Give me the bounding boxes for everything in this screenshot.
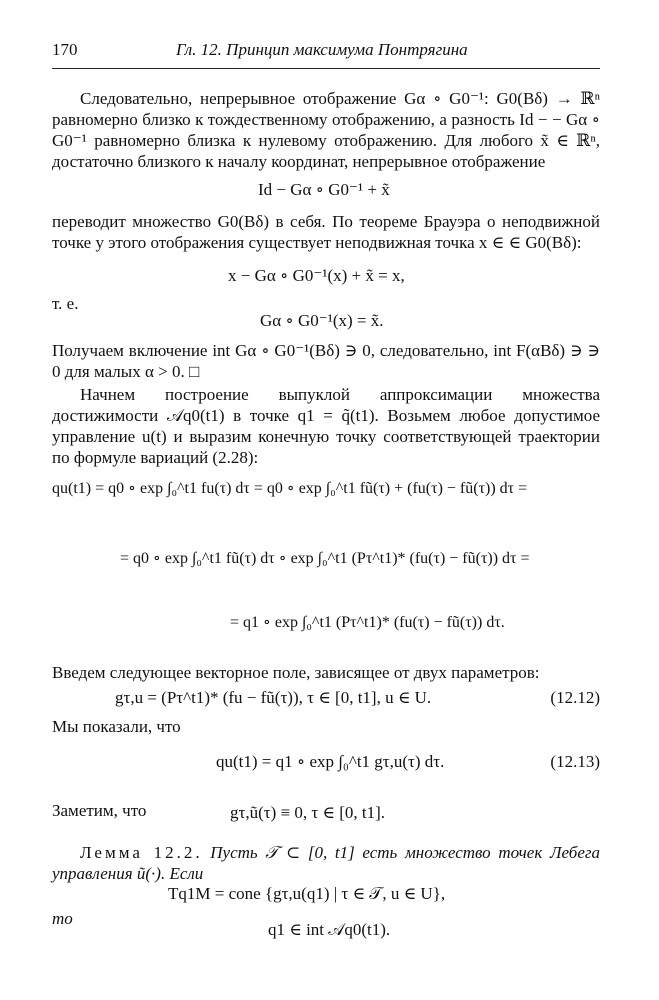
lemma-then: то (52, 909, 73, 928)
paragraph-2: переводит множество G0(Bδ) в себя. По теореме Брауэра о неподвижной точке у этого отображения существует неподвижная точка x ∈ ∈ G0(Bδ): (52, 212, 600, 252)
running-title: Гл. 12. Принцип максимума Понтрягина (176, 40, 468, 59)
lemma-statement: Пусть 𝒯 ⊂ [0, t1] есть множество точек Лебега управления ũ(·). Если (52, 843, 601, 883)
equation-10: Tq1M = cone {gτ,u(q1) | τ ∈ 𝒯, u ∈ U}, (168, 884, 446, 903)
equation-4: qu(t1) = q0 ∘ exp ∫₀^t1 fu(τ) dτ = q0 ∘ exp ∫₀^t1 fũ(τ) + (fu(τ) − fũ(τ)) dτ = (52, 480, 528, 497)
paragraph-6: Введем следующее векторное поле, зависящее от двух параметров: (52, 663, 540, 682)
equation-number-12-12: (12.12) (550, 688, 600, 707)
equation-2: x − Gα ∘ G0⁻¹(x) + x̃ = x, (228, 266, 405, 285)
equation-11: q1 ∈ int 𝒜q0(t1). (268, 920, 391, 939)
equation-6: = q1 ∘ exp ∫₀^t1 (Pτ^t1)* (fu(τ) − fũ(τ)) dτ. (230, 614, 505, 631)
equation-9: gτ,ũ(τ) ≡ 0, τ ∈ [0, t1]. (230, 803, 386, 822)
lemma-12-2 (52, 842, 600, 884)
equation-1: Id − Gα ∘ G0⁻¹ + x̃ (258, 180, 390, 199)
paragraph-1: Следовательно, непрерывное отображение Gα ∘ G0⁻¹: G0(Bδ) → ℝⁿ равномерно близко к тождественному отображению, а разность Id − − Gα ∘ G0⁻¹ равномерно близка к нулевому отображению. Для любого x̃ ∈ ℝⁿ, достаточно близкого к началу координат, непрерывное отображение (52, 89, 600, 171)
equation-number-12-13: (12.13) (550, 752, 600, 771)
equation-8: qu(t1) = q1 ∘ exp ∫₀^t1 gτ,u(τ) dτ. (216, 752, 445, 771)
lemma-title: Лемма 12.2. (80, 843, 203, 862)
equation-3: Gα ∘ G0⁻¹(x) = x̃. (260, 311, 384, 330)
header-rule (52, 68, 600, 69)
paragraph-5: Начнем построение выпуклой аппроксимации множества достижимости 𝒜q0(t1) в точке q1 = q̃(t1). Возьмем любое допустимое управление u(t) и выразим конечную точку соответствующей траектории по формуле вариаций (2.28): (52, 385, 600, 467)
equation-7: gτ,u = (Pτ^t1)* (fu − fũ(τ)), τ ∈ [0, t1], u ∈ U. (115, 688, 432, 707)
equation-5: = q0 ∘ exp ∫₀^t1 fũ(τ) dτ ∘ exp ∫₀^t1 (Pτ^t1)* (fu(τ) − fũ(τ)) dτ = (120, 550, 530, 567)
paragraph-7: Мы показали, что (52, 717, 181, 736)
page-number: 170 (52, 40, 78, 59)
paragraph-4: Получаем включение int Gα ∘ G0⁻¹(Bδ) ∋ 0, следовательно, int F(αBδ) ∋ ∋ 0 для малых α > 0. □ (52, 341, 600, 381)
paragraph-8: Заметим, что (52, 801, 147, 820)
paragraph-3: т. е. (52, 294, 79, 313)
